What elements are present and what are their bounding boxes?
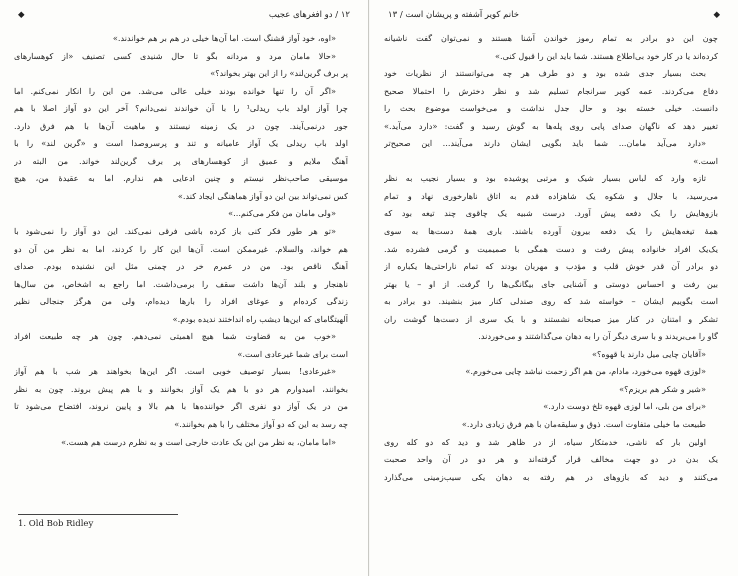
text-line: دانست. خیلی خسته بود و حال جدل نداشت و می‌خواست موضوع بحث را	[384, 103, 718, 114]
text-line: آهنگ ملایم و عمیق از کوهسارهای پر برف گرین‌لند خواند. من البته در	[14, 155, 348, 166]
text-line: «شیر و شکر هم بریزم؟»	[619, 383, 706, 394]
text-line: چون این دو برادر به تمام رموز خواندن آشنا هستند و نمی‌توان گفت ناشیانه	[384, 33, 718, 43]
text-line: چه رسد به این که دو آواز مختلف را با هم بخوانند.»	[174, 419, 348, 430]
text-line: بخوانند، امیدوارم هر دو با هم یک آواز بخوانند و با هم پیش بروند. چون به نظر	[14, 383, 348, 394]
text-line: آهنگ ناقص بود. من در عمرم خر در چمنی مثل این نشنیده بودم. صدای	[14, 261, 348, 272]
header-separator: /	[335, 10, 339, 20]
text-line: «آقایان چایی میل دارند یا قهوه؟»	[592, 348, 706, 359]
text-line: موسیقی صاحب‌نظر نیستم و چنین ادعایی هم ندارم. اما به عقیده‌ٔ من، هیچ	[14, 173, 348, 184]
left-page-text	[14, 30, 348, 451]
text-line: تشکر و امتنان در کنار میز صبحانه نشستند و با یک سری از دست‌ها گوشت ران	[384, 313, 718, 324]
text-line: اولین بار که ناشی، خدمتکار سیاه، از در ظاهر شد و دید که دو کله روی	[384, 436, 706, 447]
text-line: است.»	[693, 155, 718, 166]
text-line: گاو را می‌بریدند و با سری دیگر آن را به دهان می‌گذاشتند و می‌خوردند.	[478, 331, 718, 342]
right-page-header	[388, 10, 720, 28]
text-line: «غیرعادی! بسیار توصیف خوبی است. اگر این‌ها بخواهند هر شب با هم آواز	[14, 366, 336, 377]
text-line: چرا آواز اولد باب ریدلی¹ را با آن خواندند نمی‌دانم؟ آخر این دو آواز اصلا با هم	[14, 103, 348, 114]
text-line: «حالا مامان مرد و مردانه بگو تا حال شنیدی کسی تصنیف «از کوهسارهای	[14, 50, 336, 61]
page-number: ۱۲	[340, 10, 350, 20]
right-page	[370, 0, 738, 576]
text-line: بحث بسیار جدی شده بود و دو طرف هر چه می‌توانستند از نظریات خود	[384, 68, 706, 79]
text-line: می‌رسید، با جلال و شکوه یک شاهزاده قدم به اتاق ناهارخوری نهاد و تمام	[384, 190, 718, 201]
left-header-label	[269, 10, 350, 20]
text-line: کس نمی‌تواند بین این دو آواز هماهنگی ایجاد کند.»	[177, 190, 348, 201]
text-line: جور درنمی‌آیند. چون در یک زمینه نیستند و ماهیت آن‌ها با هم فرق دارد.	[14, 120, 348, 131]
text-line: یک بدن در دو جهت مخالف قرار گرفته‌اند و هر دو در آن واحد صحبت	[384, 454, 718, 465]
text-line: «تو هر طور فکر کنی باز کرده باشی فرقی نمی‌کند. این دو آواز را نمی‌شود با	[14, 226, 336, 237]
text-line: هم خواند، والسلام. غیرممکن است. آن‌ها این کار را کردند، اما به نظر من آن دو	[14, 243, 348, 254]
text-line: «برای من بلی، اما لوزی قهوه تلخ دوست دارد.»	[543, 401, 706, 412]
footnote-separator	[18, 514, 178, 515]
text-line: «اما مامان، به نظر من این یک عادت خارجی است و به نظرم درست هم هست.»	[61, 436, 336, 447]
footnote: 1. Old Bob Ridley	[18, 519, 94, 529]
text-line: آلهیتگامای که این‌ها دیشب راه انداختند ندیده بودم.»	[172, 313, 348, 324]
text-line: «ولی مامان من فکر می‌کنم...»	[228, 208, 336, 219]
text-line: کرده‌اند یا در کار خود بی‌اطلاع هستند. شما باید این را قبول کنی.»	[494, 50, 718, 61]
text-line: دو برادر آن قدر خوش قلب و مؤدب و مهربان بودند که تمام ناراحتی‌ها یکباره از	[384, 261, 718, 272]
text-line: تغییر دهد که ناگهان صدای پایی روی پله‌ها به گوش رسید و گفت: «دارد می‌آید.»	[384, 120, 718, 131]
running-title: دو افغرهای عجیب	[268, 10, 333, 20]
text-line: دفاع می‌کردند. عمه کویر سرانجام تسلیم شد و نظر دخترش را احتمالا صحیح	[384, 85, 718, 96]
text-line: «اوه، خود آواز قشنگ است. اما آن‌ها خیلی در هم بر هم خواندند.»	[112, 33, 336, 43]
header-ornament-icon: ◆	[18, 10, 25, 20]
text-line: بین رفت و احساس دوستی و آشنایی جای بیگانگی‌ها را گرفت. از او – یا بهتر	[384, 278, 718, 289]
right-page-text	[384, 30, 718, 486]
text-line: یک‌یک افراد خانواده پیش رفت و دست همگی با صمیمیت و گرمی فشرده شد.	[384, 243, 718, 254]
text-line: زندگی کرده‌ام و عوغای افراد را بارها دیده‌ام، ولی من هرگز جنجالی نظیر	[14, 296, 348, 307]
text-line: «لوزی قهوه می‌خورد، مادام، من هم اگر زحمت نباشد چایی می‌خورم.»	[465, 366, 706, 377]
text-line: پر برف گرین‌لند» را از این بهتر بخواند؟»	[210, 68, 348, 79]
text-line: است برای شما غیرعادی است.»	[237, 348, 348, 359]
text-line: ناهنجار و بلند آن‌ها داشت سقف را برمی‌داشت. اما راجع به اشخاص، من سال‌ها	[14, 278, 348, 289]
left-page-header	[18, 10, 350, 28]
text-line: «خوب من به قضاوت شما هیچ اهمیتی نمی‌دهم. چون هر چه طبیعت افراد	[14, 331, 336, 342]
header-ornament-icon: ◆	[713, 10, 720, 20]
text-line: همهٔ تیغه‌هایش را یک دفعه بیرون آورده باشند. باری همهٔ دست‌ها به سوی	[384, 226, 718, 237]
text-line: «اگر آن را تنها خوانده بودند خیلی عالی می‌شد. من این را انکار نمی‌کنم. اما	[14, 85, 336, 96]
right-header-label	[388, 10, 519, 20]
text-line: «دارد می‌آید مامان... شما باید بگویی ایشان دارند می‌آیند... این صحیح‌تر	[384, 138, 706, 149]
text-line: است بگوییم ایشان – خواسته شد که روی صندلی کنار میز بنشیند. دو برادر به	[384, 296, 718, 307]
text-line: اولد باب ریدلی یک آواز عامیانه و تند و پرسروصدا است و «گرین لند» را با	[14, 138, 348, 149]
running-title: خانم کویر آشفته و پریشان است	[405, 10, 519, 20]
text-line: می‌کنند و دید که بازوهای در هم رفته به دهان یکی سیب‌زمینی می‌گذارد	[384, 471, 718, 482]
text-line: من در یک آواز دو نفری اگر خواننده‌ها با هم بالا و پایین نروند، افتضاح می‌شود تا	[14, 401, 348, 412]
header-separator: /	[399, 10, 403, 20]
text-line: تازه وارد که لباس بسیار شیک و مرتبی پوشیده بود و بسیار نجیب به نظر	[384, 173, 706, 184]
text-line: بازوهایش را یک دفعه پیش آورد. درست شبیه یک چاقوی چند تیغه بود که	[384, 208, 718, 219]
text-line: طبیعت ما خیلی متفاوت است. ذوق و سلیقه‌مان با هم فرق زیادی دارد.»	[461, 419, 706, 430]
page-number: ۱۳	[388, 10, 398, 20]
